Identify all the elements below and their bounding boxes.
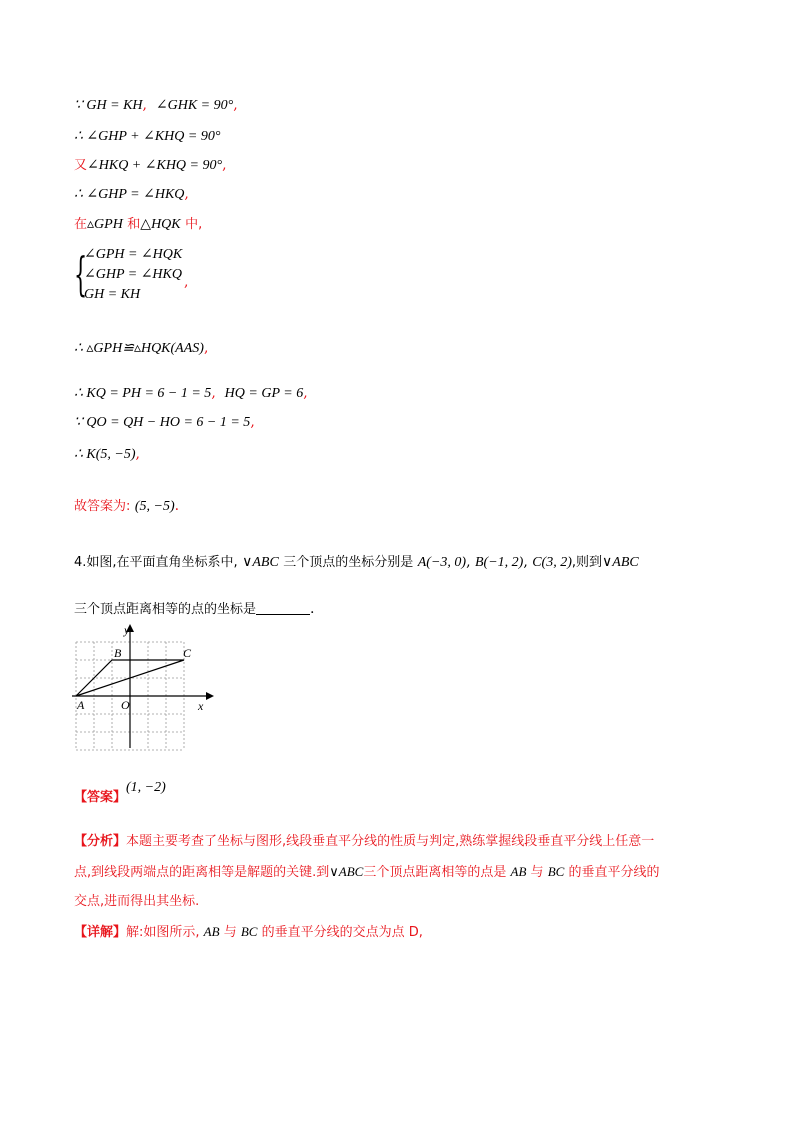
answer-label: 故答案为: (74, 499, 131, 514)
punct: , (211, 385, 216, 401)
math-expr: ∴ ∠GHP + ∠KHQ = 90° (74, 129, 221, 144)
segment-ab: AB (510, 864, 527, 879)
punct: . (310, 601, 315, 617)
segment-bc: BC (240, 924, 258, 939)
connector-text: 和 (127, 217, 141, 232)
solution-line-5 (74, 214, 202, 235)
label-y: y (124, 623, 130, 637)
triangle-name: ∨ABC (329, 864, 364, 879)
analysis-text: 本题主要考查了坐标与图形,线段垂直平分线的性质与判定,熟练掌握线段垂直平分线上任意一 (126, 834, 655, 849)
triangle-name: ∨ABC (602, 555, 639, 570)
math-expr: ∠HKQ + ∠KHQ = 90° (87, 158, 223, 173)
label-b: B (114, 646, 122, 660)
punct: , (250, 414, 255, 430)
problem-4-line-1: 4.如图,在平面直角坐标系中, ∨ABC 三个顶点的坐标分别是 A(−3, 0), B(−1, 2), C(3, 2),则到∨ABC (74, 554, 639, 570)
solution-line-6 (74, 338, 208, 359)
analysis-text: 的垂直平分线的 (568, 865, 660, 880)
connector-text: 在 (74, 217, 88, 232)
solution-line-2 (74, 126, 220, 147)
analysis-text: 三个顶点距离相等的点是 (363, 865, 507, 880)
punct: , (203, 340, 209, 356)
punct: , (184, 186, 189, 202)
punct: , (135, 446, 140, 462)
system-row: ∠GHP = ∠HKQ (84, 267, 182, 282)
triangle-name: ▵GPH (87, 217, 123, 232)
math-expr: ∴ ▵GPH≌▵HQK(AAS) (74, 341, 204, 356)
math-expr: HQ = GP = 6 (224, 386, 304, 401)
segment-bc: BC (547, 864, 565, 879)
math-expr: ∴ K(5, −5) (74, 447, 136, 462)
analysis-line-1 (74, 832, 654, 852)
detail-line (74, 922, 423, 943)
solution-line-8 (74, 412, 255, 433)
connector-text: 又 (74, 158, 88, 173)
detail-text: 解:如图所示, (126, 925, 200, 940)
segment-ab: AB (203, 924, 220, 939)
punct: , (222, 157, 227, 173)
analysis-line-3 (74, 892, 199, 912)
answer-label: 【答案】 (74, 790, 127, 805)
label-a: A (77, 698, 85, 712)
system-row: ∠GPH = ∠HQK (84, 247, 183, 262)
solution-line-4 (74, 184, 189, 205)
answer-value: (5, −5) (134, 499, 175, 514)
solution-line-7 (74, 383, 308, 404)
solution-line-9 (74, 444, 140, 465)
solution-line-1 (74, 95, 238, 116)
punct: . (174, 498, 180, 514)
label-x: x (198, 699, 204, 713)
label-c: C (183, 646, 192, 660)
problem-text: ,则到 (571, 555, 603, 570)
system-row: GH = KH (84, 287, 141, 302)
x-axis-arrow (206, 692, 214, 700)
point-b: B(−1, 2) (474, 555, 524, 570)
answer-line-prev (74, 496, 179, 517)
punct: , (303, 385, 308, 401)
answer-line (74, 780, 166, 808)
label-o: O (121, 698, 130, 712)
math-expr: ∵ QO = QH − HO = 6 − 1 = 5 (74, 415, 251, 430)
detail-text: 与 (223, 925, 237, 940)
coordinate-figure (68, 620, 218, 760)
answer-blank (256, 600, 310, 615)
problem-text: 4.如图,在平面直角坐标系中, (74, 555, 238, 570)
answer-value: (1, −2) (126, 780, 166, 795)
math-expr: ∴ ∠GHP = ∠HKQ (74, 187, 185, 202)
solution-line-3 (74, 155, 227, 176)
triangle-name: △HQK (140, 217, 181, 232)
punct: , (184, 274, 189, 290)
punct: , (142, 97, 147, 113)
analysis-text: 点,到线段两端点的距离相等是解题的关键.到 (74, 865, 330, 880)
problem-text: 三个顶点的坐标分别是 (283, 555, 414, 570)
punct: , (233, 97, 238, 113)
problem-text: 三个顶点距离相等的点的坐标是 (74, 602, 257, 617)
math-expr: ∵ GH = KH (74, 98, 143, 113)
analysis-text: 交点,进而得出其坐标. (74, 894, 200, 909)
detail-label: 【详解】 (74, 925, 127, 940)
problem-4-line-2 (74, 599, 314, 620)
point-c: C(3, 2) (532, 555, 572, 570)
math-expr: ∠GHK = 90° (155, 98, 234, 113)
point-a: A(−3, 0) (417, 555, 467, 570)
brace: { (74, 247, 88, 301)
analysis-label: 【分析】 (74, 834, 127, 849)
detail-text: 的垂直平分线的交点为点 D, (261, 925, 423, 940)
math-expr: ∴ KQ = PH = 6 − 1 = 5 (74, 386, 212, 401)
analysis-text: 与 (530, 865, 544, 880)
connector-text: 中, (185, 217, 203, 232)
analysis-line-2 (74, 862, 659, 883)
triangle-name: ∨ABC (242, 555, 279, 570)
